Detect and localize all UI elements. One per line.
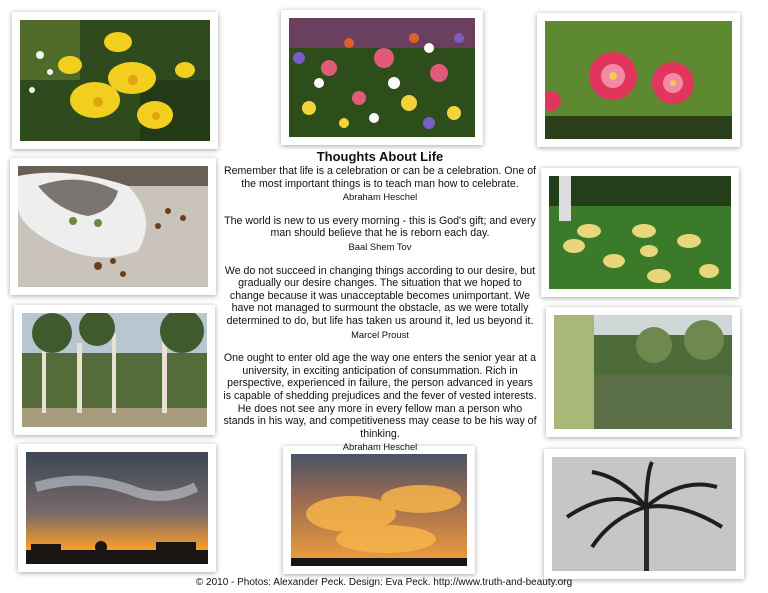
photo-eucalyptus-forest [14,305,215,435]
quote-author: Marcel Proust [351,328,409,340]
photo-palm-tree [544,449,744,579]
page-title: Thoughts About Life [316,149,444,164]
photo-flower-garden [281,10,483,145]
quote-author: Abraham Heschel [342,191,418,203]
photo-pond [546,307,740,437]
photo-cat-eating [10,158,216,295]
quote-text: One ought to enter old age the way one enters the senior year at a university, in exciting anticipation of consummation. Rich in perspective, experienced in failure, the person advanced in years is capable of shedding prejudices and the fever of vested interests. He does not see any more in every fellow man a person who stands in his way, and competitiveness may cease to be his way of thinking. [223,352,537,440]
photo-sunset-houses [18,444,216,572]
photo-pink-dahlias [537,13,740,147]
quote-text: Remember that life is a celebration or can be a celebration. One of the most important things is to teach man how to celebrate. [223,165,537,190]
photo-yellow-lilies [12,12,218,149]
photo-sunset-clouds [283,446,475,574]
quote-text: The world is new to us every morning - this is God's gift; and every man should believe that he is reborn each day. [224,214,536,240]
copyright-footer: © 2010 - Photos: Alexander Peck. Design: Eva Peck. http://www.truth-and-beauty.org [195,577,573,588]
quote-author: Baal Shem Tov [348,240,412,252]
photo-ducklings [541,168,739,297]
quote-author: Abraham Heschel [342,441,418,453]
quotes-panel [222,149,538,454]
quote-text: We do not succeed in changing things according to our desire, but gradually our desire changes. The situation that we hoped to change because it was unacceptable becomes unimportant. We have not managed to surmount the obstacle, as we were totally determined to do, but life has taken us around it, led us beyond it. [224,264,536,327]
